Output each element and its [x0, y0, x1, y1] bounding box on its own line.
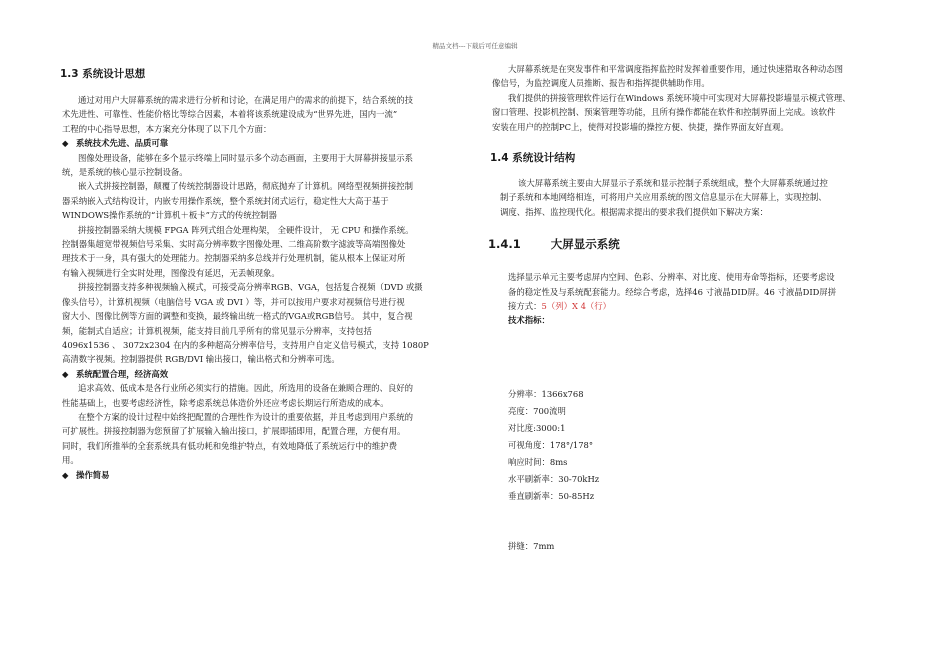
page-header: 精品文档---下载后可任意编辑	[432, 42, 518, 50]
para-line: 拼接控制器支持多种视频输入模式，可接受高分辨率RGB、VGA，包括复合视频（DVD 或摄	[78, 282, 423, 293]
para-line: WINDOWS操作系统的“计算机＋板卡”方式的传统控制器	[62, 210, 277, 221]
para-line: 像头信号），计算机视频（电脑信号 VGA 或 DVI ）等，并可以按用户要求对视频信号进行视	[62, 296, 405, 307]
splice-method-label: 接方式：	[508, 301, 542, 312]
para-line: 追求高效、低成本是各行业所必须实行的措施。因此，所选用的设备在兼顾合理的、良好的	[78, 383, 413, 394]
para-line: 可扩展性。拼接控制器为您预留了扩展输入输出接口，扩展即插即用，配置合理，方便有用。	[62, 426, 406, 437]
bullet-label: 系统技术先进、品质可靠	[76, 138, 169, 149]
para-line: 选择显示单元主要考虑屏内空间、色彩、分辨率、对比度、使用寿命等指标，还要考虑设	[508, 272, 835, 283]
bullet-easy-operation	[62, 468, 464, 482]
splice-method-value: 5（列）X 4（行）	[541, 301, 612, 312]
bullet-label: 操作简易	[76, 469, 110, 480]
spec-item: 对比度:3000:1	[508, 422, 566, 433]
para-line: 图像处理设备，能够在多个显示终端上同时显示多个动态画面，主要用于大屏幕拼接显示系	[78, 152, 413, 163]
section-heading-1-4: 1.4 系统设计结构	[490, 152, 576, 165]
diamond-icon: ◆	[62, 469, 69, 480]
para-line: 器采纳嵌入式结构设计，内嵌专用操作系统，整个系统封闭式运行，稳定性大大高于基于	[62, 195, 389, 206]
spec-item: 响应时间：8ms	[508, 456, 568, 467]
spec-title: 技术指标：	[508, 315, 550, 326]
right-column	[488, 62, 899, 553]
para-line: 我们提供的拼接管理软件运行在Windows 系统环境中可实现对大屏幕投影墙显示模式管理、	[508, 92, 851, 103]
spec-item: 分辨率：1366x768	[508, 388, 584, 399]
para-line: 有输入视频进行全实时处理，图像没有延迟，无丢帧现象。	[62, 267, 280, 278]
spec-item-seam: 拼缝：7mm	[508, 540, 555, 551]
para-line: 拼接控制器采纳大规模 FPGA 阵列式组合处理构架， 全硬件设计， 无 CPU 和操作系统。	[78, 224, 414, 235]
para-line: 大屏幕系统是在突发事件和平常调度指挥监控时发挥着重要作用，通过快速猎取各种动态图	[508, 64, 843, 74]
para-line: 理技术于一身，具有强大的处理能力。控制器采纳多总线并行处理机制，能从根本上保证对所	[62, 253, 406, 264]
para-line: 窗口管理、投影机控制、预案管理等功能，且所有操作都能在软件和控制界面上完成。该软件	[492, 107, 836, 118]
para-line: 控制器集超宽带视频信号采集、实时高分辨率数字图像处理、二维高阶数字滤波等高端图像处	[62, 239, 406, 250]
para-line: 调度、指挥、监控现代化。根据需求提出的要求我们提供如下解决方案：	[500, 206, 768, 217]
para-line: 窗大小、图像比例等方面的调整和变换，最终输出统一格式的VGA或RGB信号。 其中，复合视	[62, 311, 413, 322]
para-line: 用。	[62, 455, 79, 466]
para-line: 制子系统和本地网络相连，可将用户关应用系统的图文信息显示在大屏幕上，实现控制、	[500, 192, 827, 203]
diamond-icon: ◆	[62, 138, 69, 149]
section-heading-1-3: 1.3 系统设计思想	[60, 68, 146, 80]
subsection-number: 1.4.1	[488, 237, 521, 252]
left-column	[62, 66, 464, 482]
spec-item: 可视角度：178°/178°	[508, 439, 594, 450]
para-line: 备的稳定性及与系统配套能力。经综合考虑，选择46 寸液晶DID屏。46 寸液晶DID屏拼	[508, 286, 837, 297]
spec-item: 水平刷新率：30-70kHz	[508, 473, 600, 484]
bullet-label: 系统配置合理，经济高效	[76, 368, 169, 379]
para-line: 像信号，为监控调度人员推断、报告和指挥提供辅助作用。	[492, 78, 710, 89]
para-line: 频，能制式自适应；计算机视频，能支持目前几乎所有的常见显示分辨率，支持包括	[62, 325, 372, 336]
bullet-tech-advanced	[62, 136, 464, 150]
diamond-icon: ◆	[62, 368, 69, 379]
para-line: 4096x1536 、 3072x2304 在内的多种超高分辨率信号，支持用户自定义信号模式，支持 1080P	[62, 339, 429, 350]
splice-method	[492, 299, 899, 313]
intro-line-3: 工程的中心指导思想，本方案充分体现了以下几个方面：	[62, 123, 272, 134]
para-line: 该大屏幕系统主要由大屏显示子系统和显示控制子系统组成，整个大屏幕系统通过控	[518, 178, 828, 189]
para-line: 嵌入式拼接控制器，颠覆了传统控制器设计思路，彻底抛弃了计算机。网络型视频拼接控制	[78, 181, 413, 192]
bullet-config-reasonable	[62, 367, 464, 381]
para-line: 同时，我们所推举的全套系统具有低功耗和免维护特点，有效地降低了系统运行中的维护费	[62, 440, 397, 451]
para-line: 在整个方案的设计过程中始终把配置的合理性作为设计的重要依据，并且考虑到用户系统的	[78, 411, 413, 422]
subsection-heading-1-4-1	[488, 235, 899, 254]
para-line: 安装在用户的控制PC上，使得对投影墙的操控方便、快捷，操作界面友好直观。	[492, 121, 789, 132]
spec-item: 垂直刷新率：50-85Hz	[508, 490, 595, 501]
subsection-title: 大屏显示系统	[550, 237, 620, 252]
intro-line-1: 通过对用户大屏幕系统的需求进行分析和讨论，在满足用户的需求的前提下，结合系统的技	[78, 95, 413, 105]
intro-line-2: 术先进性、可靠性、性能价格比等综合因素，本着将该系统建设成为“世界先进，国内一流”	[62, 109, 398, 120]
para-line: 高清数字视频。控制器提供 RGB/DVI 输出接口，输出格式和分辨率可选。	[62, 354, 340, 365]
para-line: 性能基础上，也要考虑经济性，除考虑系统总体造价外还应考虑长期运行所造成的成本。	[62, 397, 389, 408]
spec-item: 亮度：700流明	[508, 405, 566, 416]
para-line: 统，是系统的核心显示控制设备。	[62, 167, 188, 178]
